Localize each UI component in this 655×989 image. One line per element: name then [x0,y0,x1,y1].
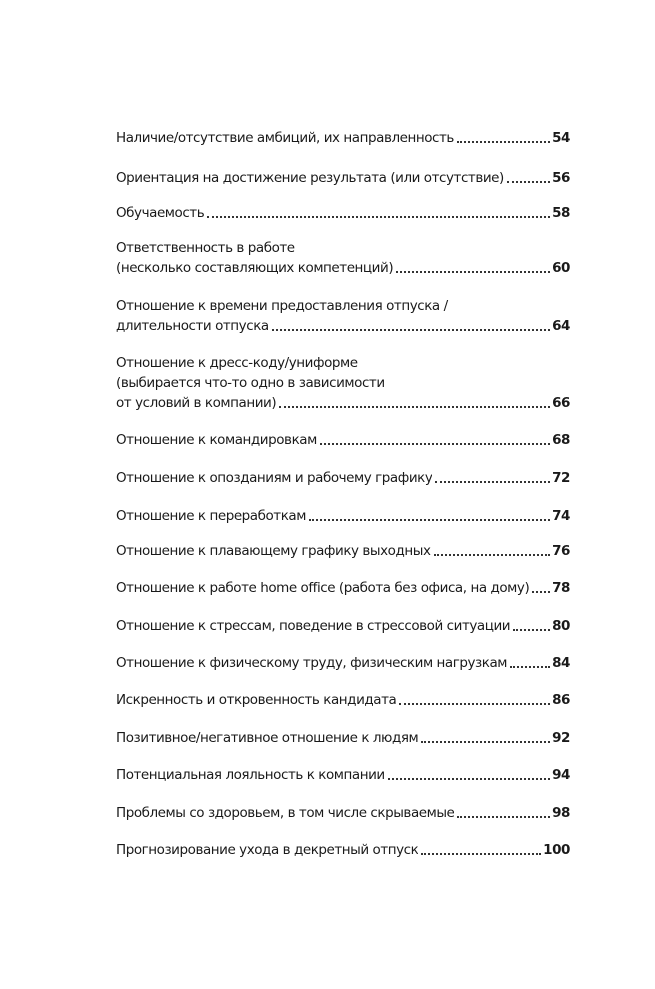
toc-entry[interactable] [116,506,570,526]
toc-entry-title: Обучаемость [116,205,205,221]
dot-leader [309,518,550,521]
toc-page-number: 72 [552,470,570,486]
toc-entry-title: Отношение к опозданиям и рабочему графику [116,470,433,486]
toc-entry-line [116,468,570,488]
toc-entry[interactable] [116,578,570,598]
toc-entry[interactable] [116,296,570,336]
toc-entry-title-line: Ответственность в работе [116,240,295,256]
toc-entry[interactable] [116,765,570,785]
toc-page-number: 68 [552,432,570,448]
toc-page-number: 76 [552,543,570,559]
toc-page-number: 98 [552,805,570,821]
dot-leader [272,328,550,331]
dot-leader [207,215,550,218]
toc-page-number: 56 [552,170,570,186]
dot-leader [510,665,550,668]
toc-entry-title: (несколько составляющих компетенций) [116,260,394,276]
dot-leader [507,180,550,183]
toc-page-number: 66 [552,395,570,411]
dot-leader [388,777,550,780]
toc-entry[interactable] [116,468,570,488]
dot-leader [457,140,550,143]
toc-entry-line [116,128,570,148]
toc-entry-title: Прогнозирование ухода в декретный отпуск [116,842,419,858]
toc-entry[interactable] [116,430,570,450]
toc-entry-title-line: (выбирается что-то одно в зависимости [116,375,385,391]
dot-leader [421,740,550,743]
toc-entry-line [116,803,570,823]
toc-entry-title: Проблемы со здоровьем, в том числе скрываемые [116,805,455,821]
toc-entry-line [116,653,570,673]
toc-entry[interactable] [116,803,570,823]
toc-entry-title: Отношение к физическому труду, физическим нагрузкам [116,655,508,671]
dot-leader [421,852,541,855]
toc-entry-title: Отношение к работе home office (работа без офиса, на дому) [116,580,530,596]
toc-entry[interactable] [116,168,570,188]
toc-entry[interactable] [116,728,570,748]
toc-entry[interactable] [116,653,570,673]
toc-entry-line [116,690,570,710]
toc-entry-line [116,316,570,336]
dot-leader [513,628,550,631]
toc-entry-line [116,430,570,450]
toc-entry-line [116,393,570,413]
toc-entry[interactable] [116,840,570,860]
toc-page-number: 64 [552,318,570,334]
toc-page-number: 84 [552,655,570,671]
toc-entry[interactable] [116,203,570,223]
toc-page-number: 80 [552,618,570,634]
dot-leader [399,702,550,705]
toc-entry-title: длительности отпуска [116,318,269,334]
toc-page-number: 54 [552,130,570,146]
toc-entry[interactable] [116,541,570,561]
toc-page-number: 74 [552,508,570,524]
toc-entry-line [116,506,570,526]
toc-entry-title: Позитивное/негативное отношение к людям [116,730,419,746]
toc-entry-title: Отношение к стрессам, поведение в стрессовой ситуации [116,618,511,634]
toc-entry[interactable] [116,238,570,278]
toc-entry[interactable] [116,353,570,413]
dot-leader [279,405,550,408]
toc-page-number: 78 [552,580,570,596]
toc-entry-title: Искренность и откровенность кандидата [116,692,397,708]
toc-entry[interactable] [116,128,570,148]
toc-entry-line [116,728,570,748]
toc-page-number: 86 [552,692,570,708]
toc-entry-title: Ориентация на достижение результата (или отсутствие) [116,170,504,186]
dot-leader [532,590,550,593]
toc-entry-line [116,541,570,561]
toc-entry[interactable] [116,690,570,710]
toc-entry-line [116,203,570,223]
toc-page-number: 60 [552,260,570,276]
toc-page-number: 100 [543,842,570,858]
toc-page-number: 94 [552,767,570,783]
toc-entry-line [116,168,570,188]
toc-entry-line [116,258,570,278]
toc-entry[interactable] [116,616,570,636]
dot-leader [434,553,551,556]
toc-entry-title: Наличие/отсутствие амбиций, их направленность [116,130,454,146]
toc-entry-title-line: Отношение к времени предоставления отпуска / [116,298,448,314]
toc-entry-title: от условий в компании) [116,395,277,411]
toc-entry-title: Отношение к плавающему графику выходных [116,543,431,559]
dot-leader [320,442,550,445]
dot-leader [457,815,550,818]
toc-entry-title-line: Отношение к дресс-коду/униформе [116,355,358,371]
toc-entry-line [116,616,570,636]
toc-entry-line [116,840,570,860]
toc-entry-title: Отношение к переработкам [116,508,306,524]
toc-page-number: 92 [552,730,570,746]
toc-page-number: 58 [552,205,570,221]
toc-entry-title: Потенциальная лояльность к компании [116,767,385,783]
toc-entry-title: Отношение к командировкам [116,432,317,448]
toc-entry-line [116,578,570,598]
dot-leader [435,480,550,483]
dot-leader [396,270,550,273]
toc-entry-line [116,765,570,785]
